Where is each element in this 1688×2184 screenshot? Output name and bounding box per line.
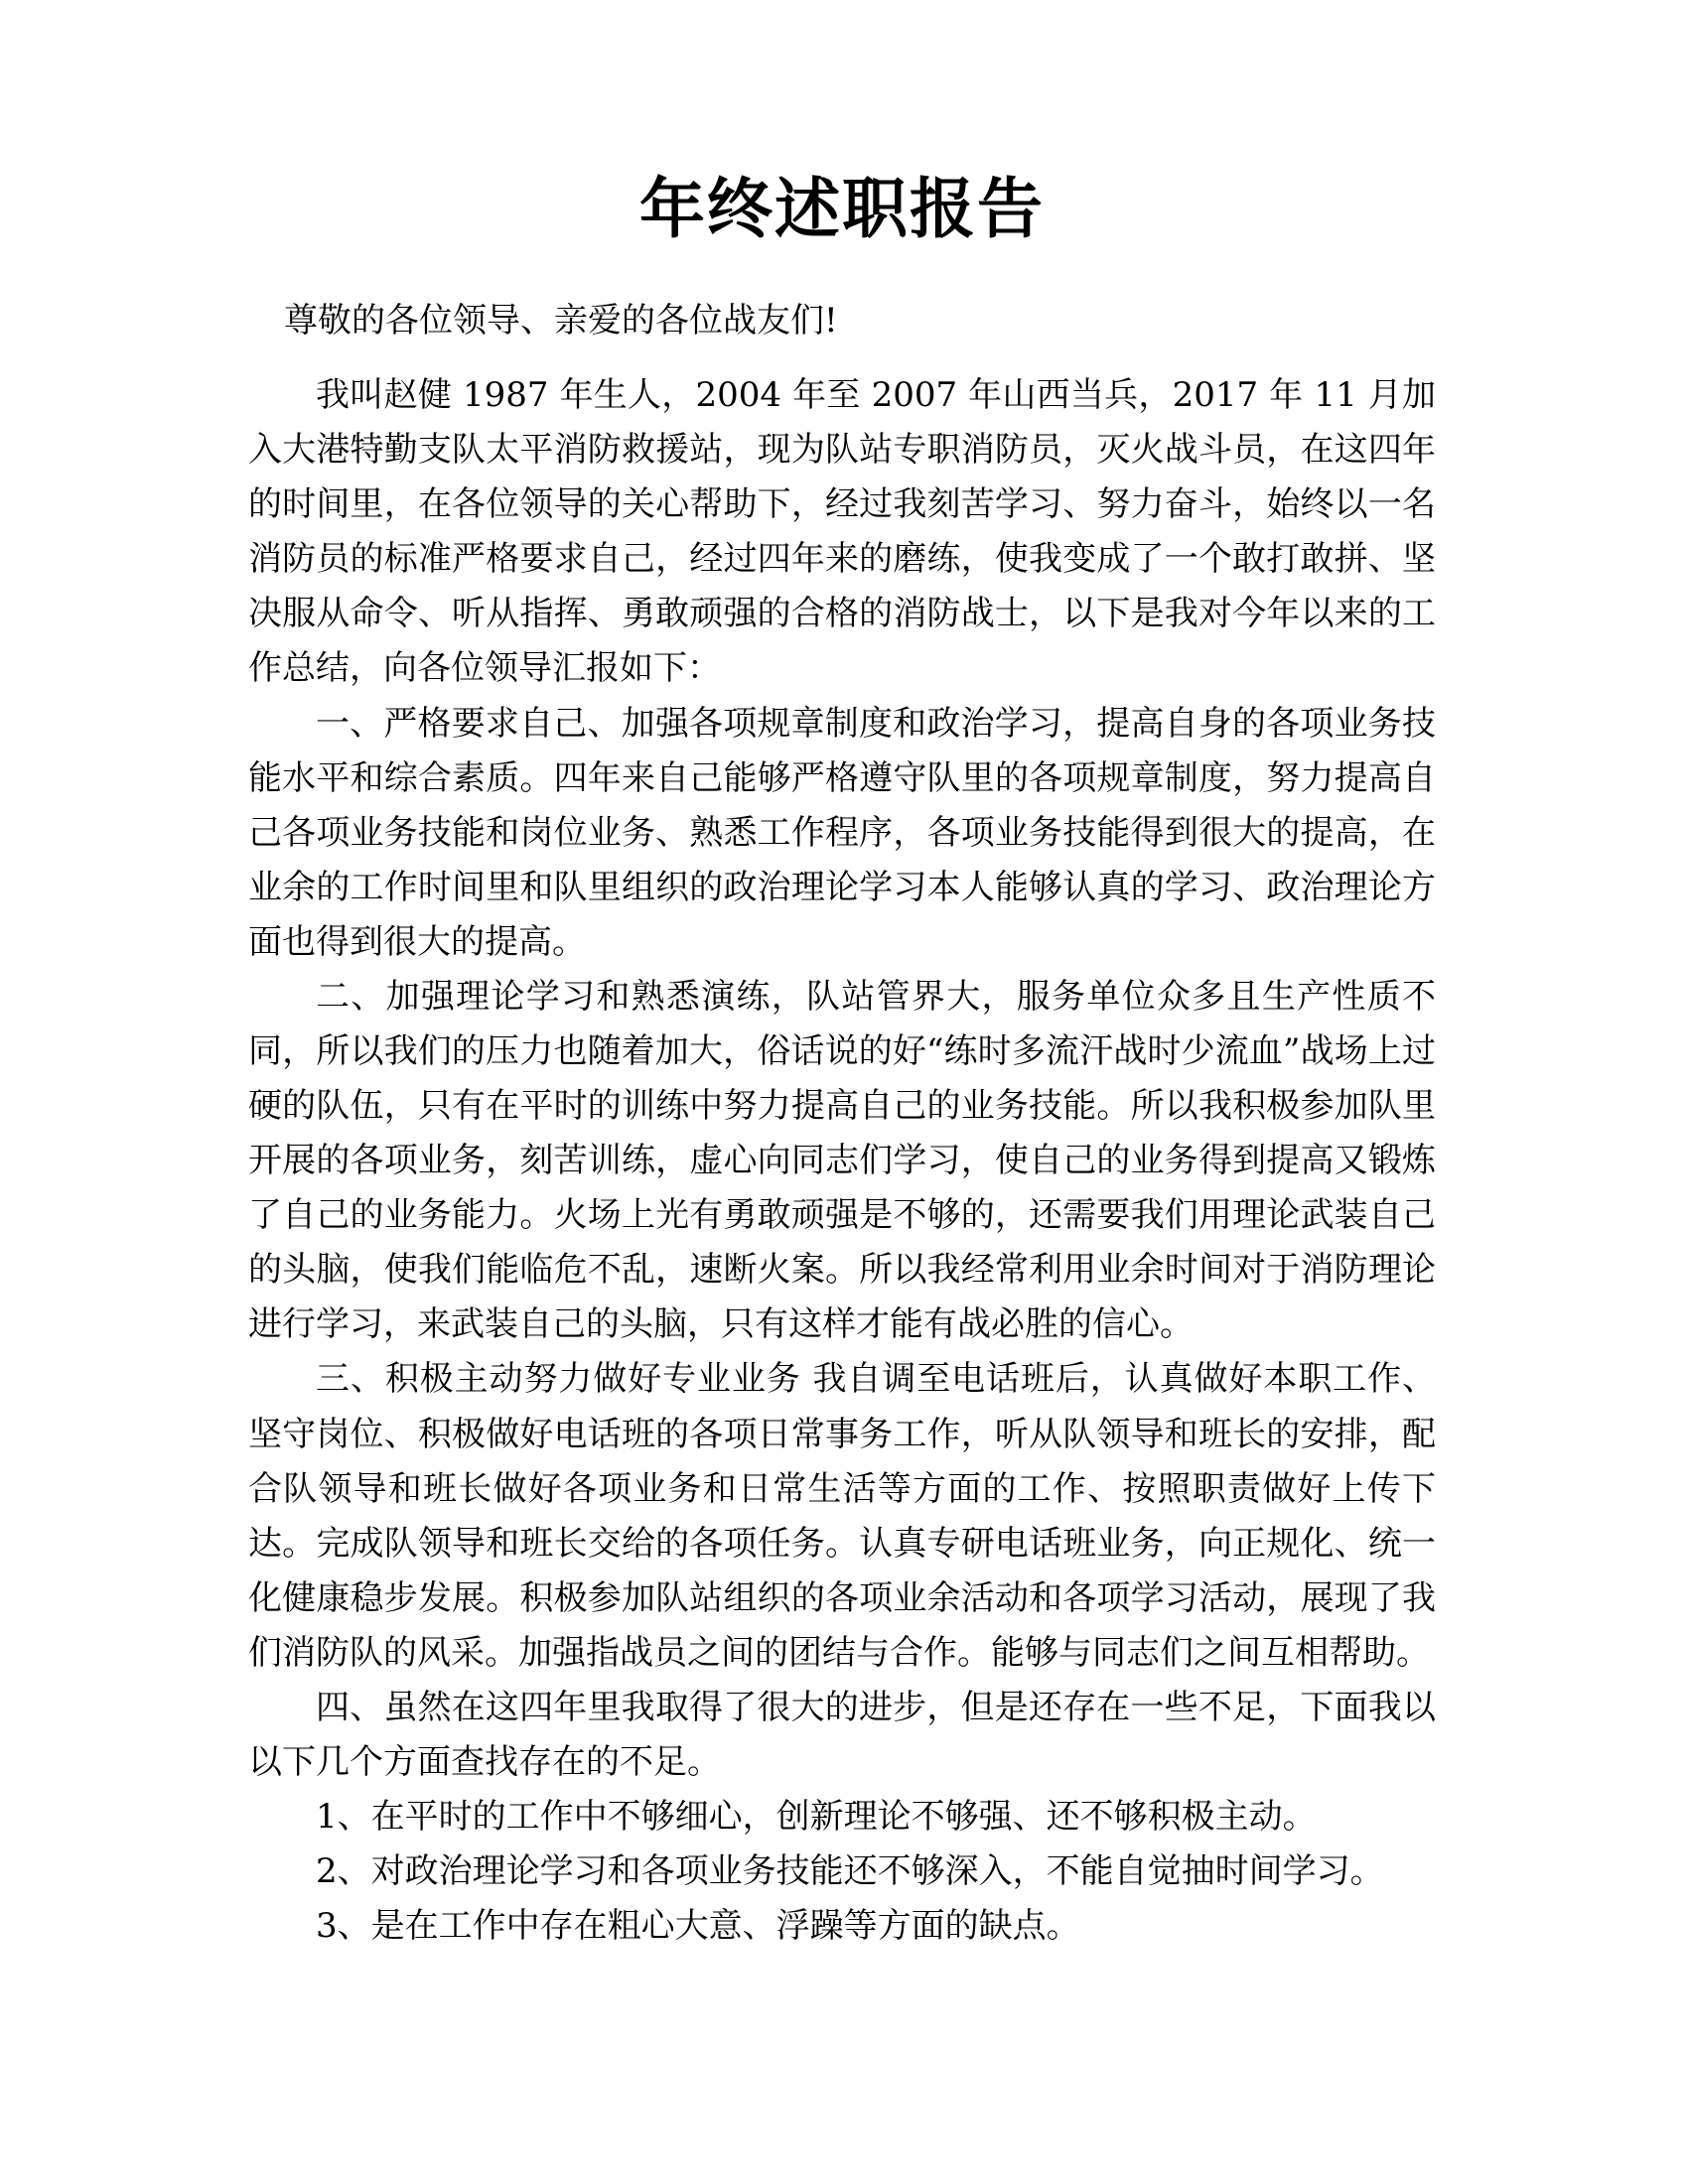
page-title: 年终述职报告 (639, 171, 1045, 247)
section-paragraph-four: 四、虽然在这四年里我取得了很大的进步，但是还存在一些不足，下面我以以下几个方面查找存在的不足。 (248, 1687, 1436, 1783)
section-paragraph-three: 三、积极主动努力做好专业业务 我自调至电话班后，认真做好本职工作、坚守岗位、积极做好电话班的各项日常事务工作，听从队领导和班长的安排，配合队领导和班长做好各项业务和日常生活等方面的工作、按照职责做好上传下达。完成队领导和班长交给的各项任务。认真专研电话班业务，向正规化、统一化健康稳步发展。积极参加队站组织的各项业余活动和各项学习活动，展现了我们消防队的风采。加强指战员之间的团结与合作。能够与同志们之间互相帮助。 (248, 1359, 1436, 1673)
section-paragraph-two: 二、加强理论学习和熟悉演练，队站管界大，服务单位众多且生产性质不同，所以我们的压力也随着加大，俗话说的好“练时多流汗战时少流血”战场上过硬的队伍，只有在平时的训练中努力提高自己的业务技能。所以我积极参加队里开展的各项业务，刻苦训练，虚心向同志们学习，使自己的业务得到提高又锻炼了自己的业务能力。火场上光有勇敢顽强是不够的，还需要我们用理论武装自己的头脑，使我们能临危不乱，速断火案。所以我经常利用业余时间对于消防理论进行学习，来武装自己的头脑，只有这样才能有战必胜的信心。 (248, 976, 1436, 1345)
intro-paragraph: 我叫赵健 1987 年生人，2004 年至 2007 年山西当兵，2017 年 11 月加入大港特勤支队太平消防救援站，现为队站专职消防员，灭火战斗员，在这四年的时间里，在各位领导的关心帮助下，经过我刻苦学习、努力奋斗，始终以一名消防员的标准严格要求自己，经过四年来的磨练，使我变成了一个敢打敢拼、坚决服从命令、听从指挥、勇敢顽强的合格的消防战士，以下是我对今年以来的工作总结，向各位领导汇报如下： (248, 375, 1436, 689)
shortcoming-item-3: 3、是在工作中存在粗心大意、浮躁等方面的缺点。 (316, 1906, 1080, 1947)
shortcoming-item-2: 2、对政治理论学习和各项业务技能还不够深入，不能自觉抽时间学习。 (316, 1851, 1384, 1892)
section-paragraph-one: 一、严格要求自己、加强各项规章制度和政治学习，提高自身的各项业务技能水平和综合素质。四年来自己能够严格遵守队里的各项规章制度，努力提高自己各项业务技能和岗位业务、熟悉工作程序，各项业务技能得到很大的提高，在业余的工作时间里和队里组织的政治理论学习本人能够认真的学习、政治理论方面也得到很大的提高。 (248, 703, 1436, 962)
shortcoming-item-1: 1、在平时的工作中不够细心，创新理论不够强、还不够积极主动。 (316, 1797, 1317, 1838)
salutation-line: 尊敬的各位领导、亲爱的各位战友们! (284, 301, 838, 341)
document-content (248, 0, 1436, 1954)
